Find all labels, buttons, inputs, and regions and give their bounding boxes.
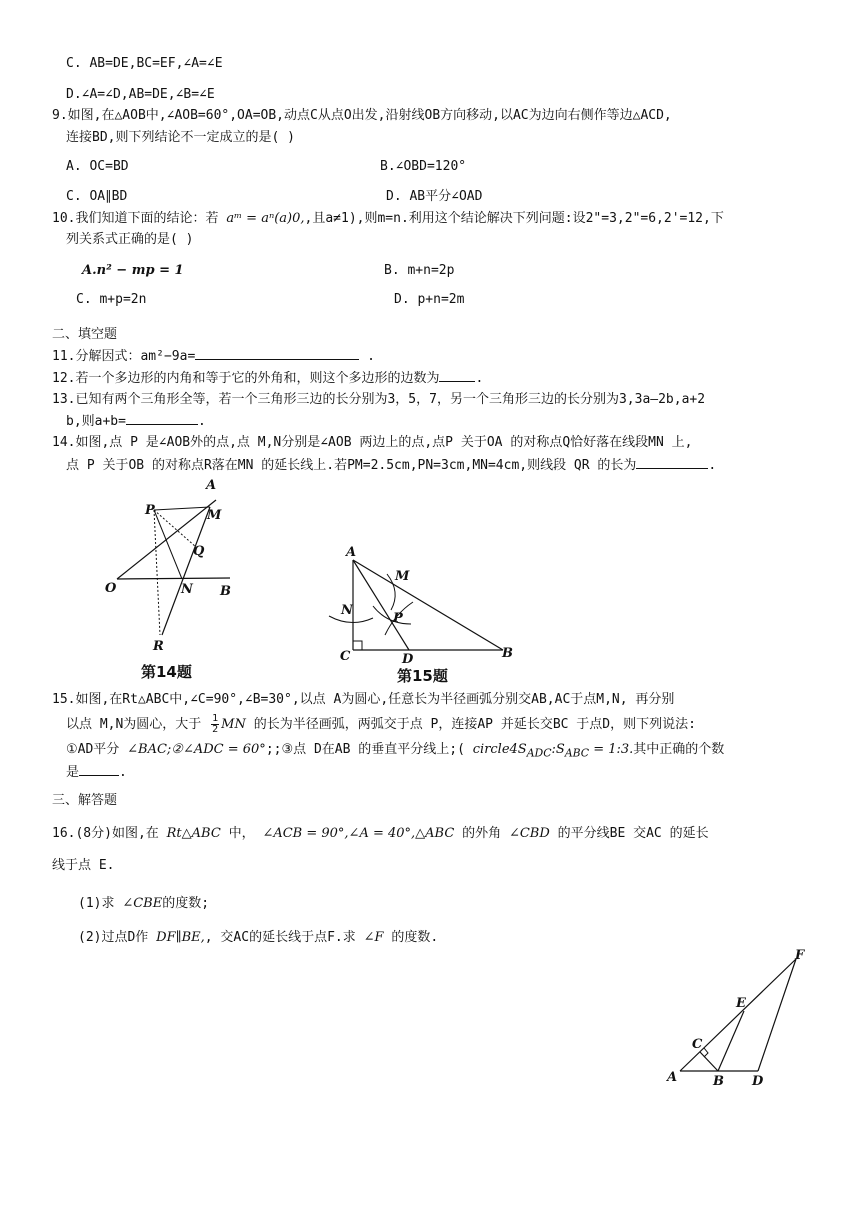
q16-sub2-math2: ∠F [363,930,384,945]
q15-stem-line3 [66,741,724,763]
figure-15 [325,540,525,685]
fig16-label-d: D [752,1074,764,1089]
q15-s4-b: :S [551,742,565,757]
q13-answer-blank[interactable] [126,412,198,425]
fig16-label-c: C [692,1037,703,1052]
section-answer-heading: 三、解答题 [52,793,118,808]
section-fill-in-heading: 二、填空题 [52,327,118,342]
q13-end: . [197,414,206,429]
q12-text: 12.若一个多边形的内角和等于它的外角和，则这个多边形的边数为 [52,371,440,386]
q14-answer-blank[interactable] [636,456,708,469]
q15-fraction [211,714,219,735]
q10-text-b: ,且a≠1),则m=n.利用这个结论解决下列问题:设2"=3,2"=6,2'=12,下 [304,211,724,226]
figure-16 [660,945,820,1095]
q14-text: 点 P 关于OB 的对称点R落在MN 的延长线上.若PM=2.5cm,PN=3cm,MN=4cm,则线段 QR 的长为 [66,458,637,473]
q8-option-c: C. AB=DE,BC=EF,∠A=∠E [66,56,223,71]
q10-text-a: 10.我们知道下面的结论：若 [52,211,219,226]
fig15-label-c: C [340,649,351,664]
q8-option-d: D.∠A=∠D,AB=DE,∠B=∠E [66,87,215,102]
q15-text-e: 其中正确的个数 [633,742,725,757]
fig16-label-f: F [795,948,805,963]
q11-text: 11.分解因式：am²−9a= [52,349,196,364]
q15-s4-c: = 1:3. [589,742,634,757]
fig15-label-p: P [393,611,403,626]
q15-stem-line4 [66,763,127,782]
q10-option-b: B. m+n=2p [384,263,455,278]
fig14-label-m: M [207,508,222,523]
q15-stem-line1: 15.如图,在Rt△ABC中,∠C=90°,∠B=30°,以点 A为圆心,任意长为半径画弧分别交AB,AC于点M,N, 再分别 [52,692,675,707]
q16-math-2: ∠ACB = 90°,∠A = 40°,△ABC [262,826,455,841]
q15-fraction-num: 1 [212,713,219,724]
q16-sub2-text-b: , 交AC的延长线于点F.求 [204,930,356,945]
q9-option-c: C. OA∥BD [66,189,128,204]
fig14-label-r: R [153,639,164,654]
q10-stem-line1 [52,210,724,228]
q15-mn: MN [221,717,246,732]
q13-text: b,则a+b= [66,414,126,429]
q15-statement-1-2: ∠BAC;②∠ADC = 60° [127,742,266,757]
q16-text-a: 16.(8分)如图,在 [52,826,159,841]
fig14-label-b: B [220,584,231,599]
q12-stem [52,369,483,388]
q15-text-f: 是 [66,765,80,780]
q13-stem-line1: 13.已知有两个三角形全等，若一个三角形三边的长分别为3，5，7，另一个三角形三边的长分别为3,3a—2b,a+2 [52,392,706,407]
q16-text-c: 的外角 [462,826,502,841]
q9-option-a: A. OC=BD [66,159,129,174]
q15-fraction-den: 2 [212,724,219,735]
q11-stem [52,347,375,366]
q16-math-3: ∠CBD [508,826,550,841]
fig15-label-d: D [402,652,414,667]
q15-text-a: 以点 M,N为圆心，大于 [66,717,202,732]
q15-text-c: ①AD平分 [66,742,120,757]
q9-stem-line1: 9.如图,在△AOB中,∠AOB=60°,OA=OB,动点C从点O出发,沿射线OB方向移动,以AC为边向右侧作等边△ACD, [52,108,672,123]
q16-stem-line2: 线于点 E. [52,858,115,873]
q16-text-b: 中， [228,826,255,841]
fig15-label-n: N [341,603,353,618]
q15-stem-line2 [66,714,696,735]
q9-stem-line2: 连接BD,则下列结论不一定成立的是( ) [66,130,295,145]
fig14-label-a: A [206,478,217,493]
q9-option-d: D. AB平分∠OAD [386,189,483,204]
q13-stem-line2 [66,412,206,431]
q10-option-a: A.n² − mp = 1 [82,263,184,278]
fig15-label-b: B [502,646,513,661]
q16-sub2-text-c: 的度数. [391,930,439,945]
fig15-label-a: A [346,545,357,560]
q12-end: . [475,371,484,386]
q16-stem-line1 [52,825,709,843]
fig14-label-q: Q [193,544,205,559]
fig14-caption: 第14题 [141,663,192,681]
q10-option-d: D. p+n=2m [394,292,465,307]
q16-sub2-math: DF∥BE, [156,930,205,945]
q15-end: . [119,765,127,780]
q11-answer-blank[interactable] [195,347,359,360]
q15-s4-a: circle4S [472,742,527,757]
fig16-label-a: A [667,1070,678,1085]
q16-sub2-text-a: (2)过点D作 [78,930,149,945]
q16-sub1-math: ∠CBE [122,896,163,911]
q16-sub2 [78,929,438,947]
q15-s4-sub2: ABC [564,746,590,760]
fig15-label-m: M [395,569,410,584]
q16-sub1 [78,895,209,913]
fig14-label-p: P [145,503,155,518]
q15-text-d: ;;③点 D在AB 的垂直平分线上;( [265,742,465,757]
q12-answer-blank[interactable] [439,369,475,382]
fig16-label-e: E [736,996,746,1011]
q14-stem-line2 [66,456,716,475]
fig14-label-n: N [181,582,193,597]
q16-text-d: 的平分线BE 交AC 的延长 [557,826,709,841]
q16-sub1-text-a: (1)求 [78,896,115,911]
q9-option-b: B.∠OBD=120° [380,159,467,174]
figure-14 [100,475,250,681]
q10-option-c: C. m+p=2n [76,292,147,307]
fig15-caption: 第15题 [397,667,448,685]
q11-end: . [367,349,375,364]
q15-answer-blank[interactable] [79,763,119,776]
q10-stem-line2: 列关系式正确的是( ) [66,232,194,247]
q15-s4-sub1: ADC [526,746,552,760]
q14-end: . [708,458,717,473]
q15-text-b: 的长为半径画弧，两弧交于点 P，连接AP 并延长交BC 于点D，则下列说法: [253,717,696,732]
q15-statement-4 [472,742,634,760]
q14-stem-line1: 14.如图,点 P 是∠AOB外的点,点 M,N分别是∠AOB 两边上的点,点P 关于OA 的对称点Q恰好落在线段MN 上, [52,435,693,450]
q16-math-1: Rt△ABC [166,826,221,841]
fig16-label-b: B [713,1074,724,1089]
q10-formula: aᵐ = aⁿ(a)0, [226,211,305,226]
fig14-label-o: O [105,581,117,596]
q16-sub1-text-b: 的度数; [162,896,210,911]
